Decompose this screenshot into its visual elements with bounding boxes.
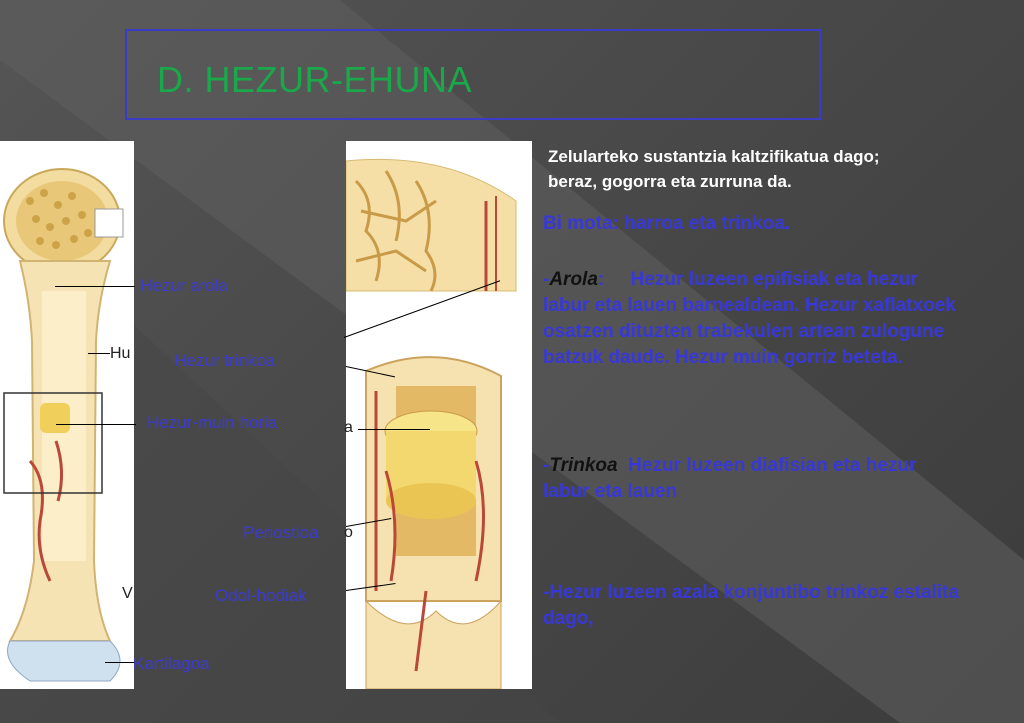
intro-line-1: Zelularteko sustantzia kaltzifikatua dago;	[548, 147, 880, 166]
types-line: Bi mota: harroa eta trinkoa.	[543, 213, 791, 234]
bone-illustration-right	[346, 141, 532, 689]
intro-line-2: beraz, gogorra eta zurruna da.	[548, 172, 792, 191]
label-odol-hodiak: Odol-hodiak	[215, 586, 307, 605]
arola-colon: :	[597, 269, 605, 290]
label-kartilagoa: Kartilagoa	[133, 654, 210, 673]
fragment-a: a	[344, 419, 353, 436]
arola-text: Hezur luzeen epifisiak eta hezur labur eta lauen barnealdean. Hezur xaflatxoek osatzen dituzten trabekulen artean zulogune batzuk daude. Hezur muin gorriz beteta.	[543, 269, 962, 368]
leader-line-arola	[55, 286, 135, 287]
title-frame	[125, 29, 821, 120]
slide-title: D. HEZUR-EHUNA	[157, 59, 473, 100]
label-hezur-trinkoa: Hezur trinkoa	[174, 351, 276, 370]
leader-line-kartilagoa	[105, 662, 135, 663]
label-hezur-muin: Hezur-muin horia	[147, 413, 278, 432]
arola-paragraph	[543, 267, 963, 371]
bone-illustration-left	[0, 141, 134, 689]
label-hezur-arola: Hezur arola	[140, 276, 228, 295]
trinkoa-paragraph	[543, 453, 963, 505]
fragment-o: o	[344, 524, 353, 541]
arola-term: Arola	[549, 269, 598, 290]
intro-text	[548, 144, 998, 194]
fragment-v: V	[122, 585, 133, 602]
arola-dash: -	[543, 269, 550, 290]
trinkoa-text: Hezur luzeen diafisian eta hezur labur eta lauen	[543, 455, 922, 502]
leader-line-muin-right	[358, 429, 430, 430]
leader-line-muin	[56, 424, 136, 425]
long-bone-image	[0, 141, 134, 689]
trinkoa-dash: -	[543, 455, 550, 476]
azala-paragraph: -Hezur luzeen azala konjuntibo trinkoz estalita dago,	[543, 582, 959, 629]
leader-line-hu	[88, 353, 110, 354]
bone-section-image	[346, 141, 532, 689]
fragment-hu: Hu	[110, 345, 131, 362]
label-periostioa: Periostioa	[243, 523, 319, 542]
trinkoa-term: Trinkoa	[549, 455, 618, 476]
